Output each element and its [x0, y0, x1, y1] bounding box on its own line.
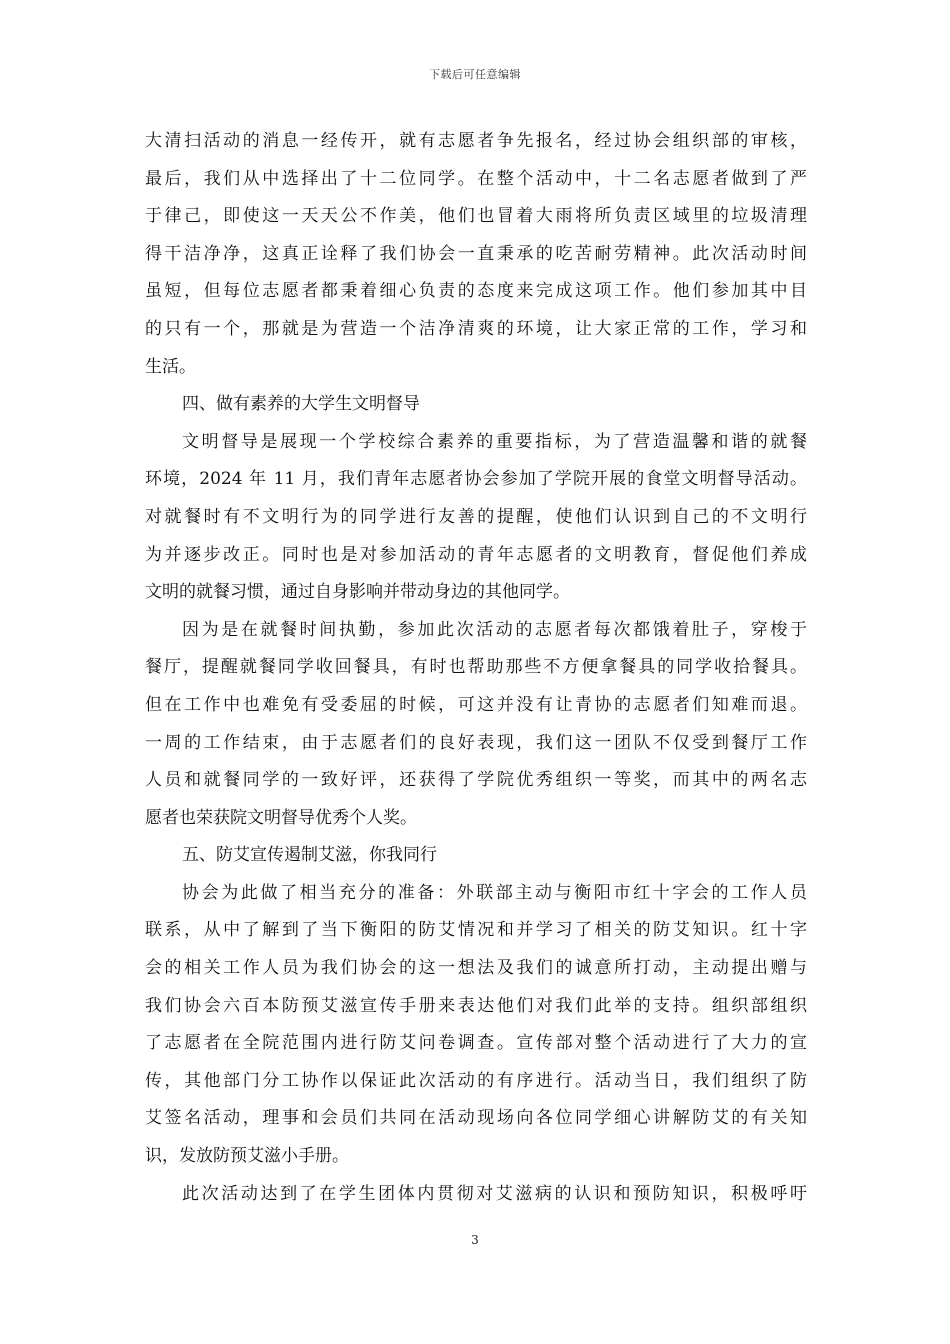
- text-line: 生活。: [145, 356, 196, 377]
- text-line: 我们协会六百本防预艾滋宣传手册来表达他们对我们此举的支持。组织部组织: [145, 995, 807, 1016]
- text-line: 得干洁净净，这真正诠释了我们协会一直秉承的吃苦耐劳精神。此次活动时间: [145, 243, 807, 264]
- text-line: 此次活动达到了在学生团体内贯彻对艾滋病的认识和预防知识，积极呼吁: [182, 1183, 807, 1204]
- text-line: 文明的就餐习惯，通过自身影响并带动身边的其他同学。: [145, 582, 570, 603]
- text-line: 因为是在就餐时间执勤，参加此次活动的志愿者每次都饿着肚子，穿梭于: [182, 619, 807, 640]
- text-line: 联系，从中了解到了当下衡阳的防艾情况和并学习了相关的防艾知识。红十字: [145, 920, 807, 941]
- section-heading: 五、防艾宣传遏制艾滋，你我同行: [182, 845, 437, 866]
- text-line: 一周的工作结束，由于志愿者们的良好表现，我们这一团队不仅受到餐厅工作: [145, 732, 807, 753]
- text-line: 了志愿者在全院范围内进行防艾问卷调查。宣传部对整个活动进行了大力的宣: [145, 1033, 807, 1054]
- text-line: 虽短，但每位志愿者都秉着细心负责的态度来完成这项工作。他们参加其中目: [145, 281, 807, 302]
- text-line: 环境，2024 年 11 月，我们青年志愿者协会参加了学院开展的食堂文明督导活动。: [145, 469, 807, 490]
- text-line: 但在工作中也难免有受委屈的时候，可这并没有让青协的志愿者们知难而退。: [145, 694, 807, 715]
- page-number: 3: [471, 1233, 479, 1247]
- text-line: 文明督导是展现一个学校综合素养的重要指标，为了营造温馨和谐的就餐: [182, 431, 807, 452]
- text-line: 于律己，即使这一天天公不作美，他们也冒着大雨将所负责区域里的垃圾清理: [145, 206, 807, 227]
- text-line: 人员和就餐同学的一致好评，还获得了学院优秀组织一等奖，而其中的两名志: [145, 770, 807, 791]
- text-line: 识，发放防预艾滋小手册。: [145, 1146, 349, 1167]
- text-line: 协会为此做了相当充分的准备：外联部主动与衡阳市红十字会的工作人员: [182, 882, 807, 903]
- text-line: 愿者也荣获院文明督导优秀个人奖。: [145, 807, 417, 828]
- text-line: 艾签名活动，理事和会员们共同在活动现场向各位同学细心讲解防艾的有关知: [145, 1108, 807, 1129]
- text-line: 餐厅，提醒就餐同学收回餐具，有时也帮助那些不方便拿餐具的同学收拾餐具。: [145, 657, 807, 678]
- text-line: 大清扫活动的消息一经传开，就有志愿者争先报名，经过协会组织部的审核，: [145, 131, 807, 151]
- document-body: [145, 123, 807, 1213]
- text-line: 为并逐步改正。同时也是对参加活动的青年志愿者的文明教育，督促他们养成: [145, 544, 807, 565]
- page-header: 下载后可任意编辑: [429, 68, 521, 81]
- text-line: 最后，我们从中选择出了十二位同学。在整个活动中，十二名志愿者做到了严: [145, 168, 807, 189]
- text-line: 的只有一个，那就是为营造一个洁净清爽的环境，让大家正常的工作，学习和: [145, 318, 807, 339]
- text-line: 对就餐时有不文明行为的同学进行友善的提醒，使他们认识到自己的不文明行: [145, 506, 807, 527]
- text-line: 传，其他部门分工协作以保证此次活动的有序进行。活动当日，我们组织了防: [145, 1070, 807, 1091]
- section-heading: 四、做有素养的大学生文明督导: [182, 394, 420, 415]
- text-line: 会的相关工作人员为我们协会的这一想法及我们的诚意所打动，主动提出赠与: [145, 958, 807, 979]
